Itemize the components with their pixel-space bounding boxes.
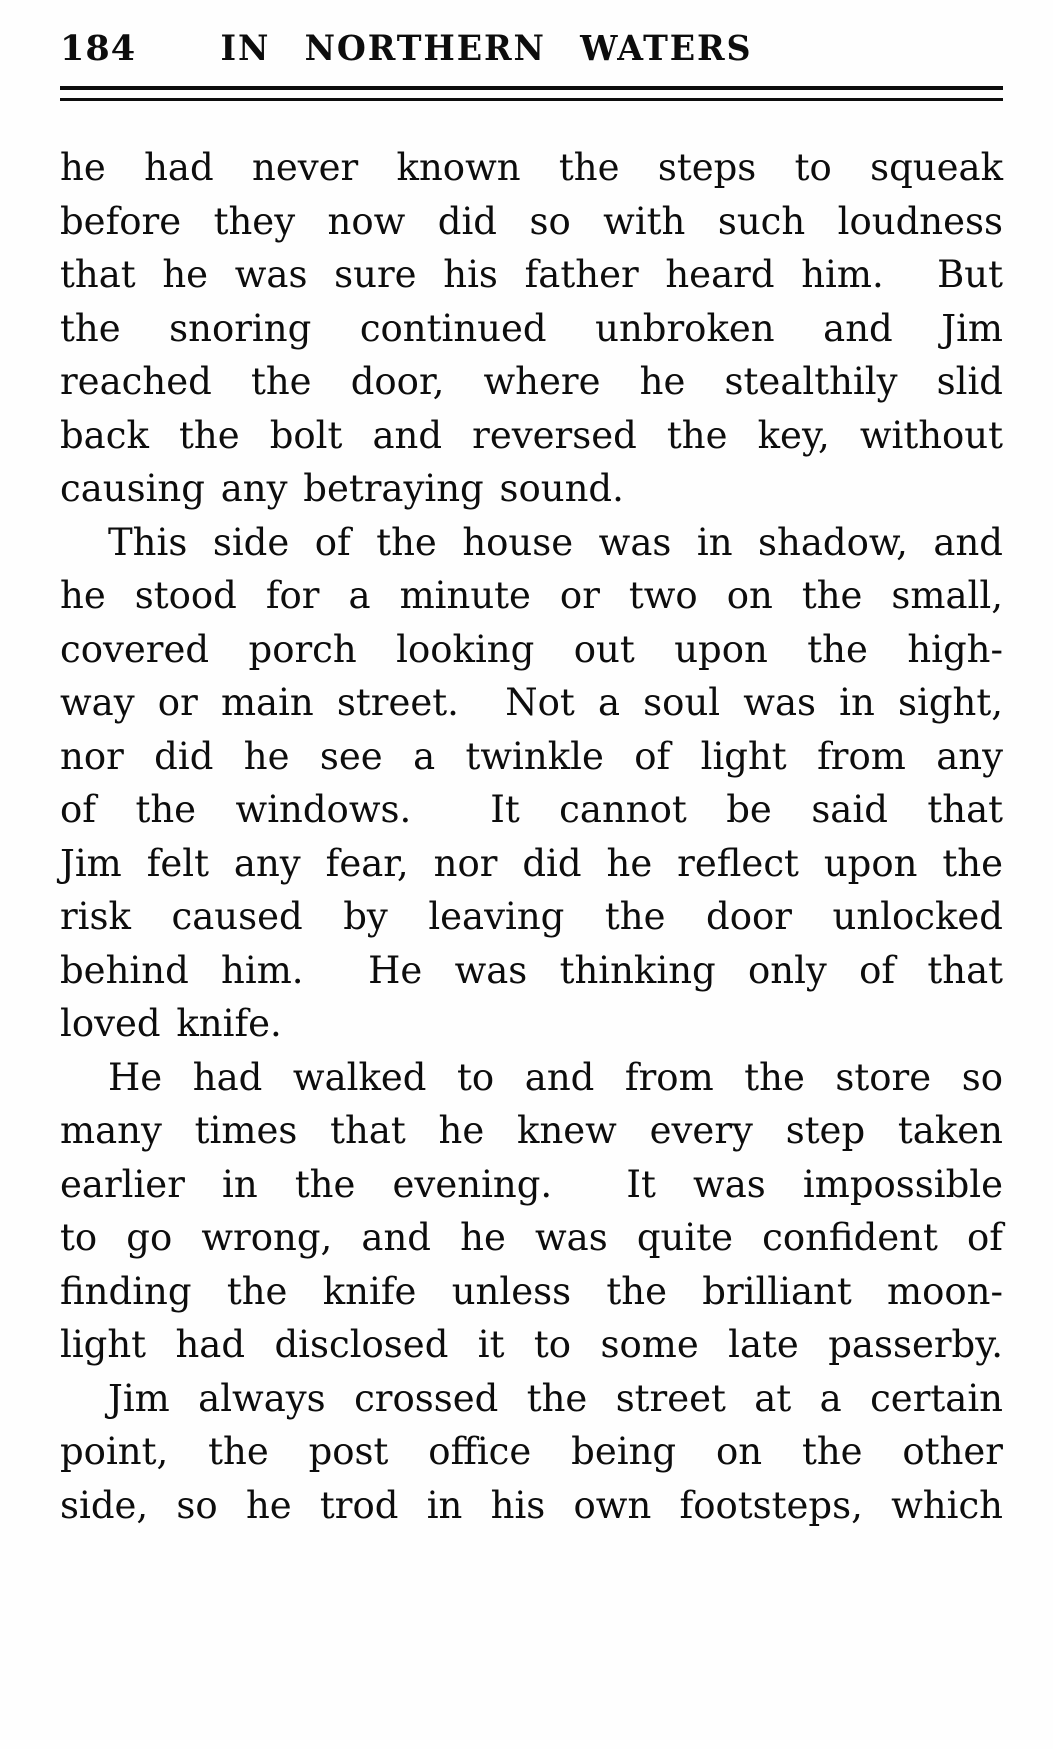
text-line: the snoring continued unbroken and Jim: [60, 306, 1003, 350]
text-line: way or main street. Not a soul was in sight,: [60, 681, 1003, 724]
body-text: [60, 141, 1003, 1532]
text-line: earlier in the evening. It was impossible: [60, 1162, 1003, 1206]
text-line: Jim felt any fear, nor did he reflect upon the: [60, 841, 1003, 885]
text-line: behind him. He was thinking only of that: [60, 948, 1003, 992]
text-line: many times that he knew every step taken: [60, 1109, 1003, 1152]
page-number: 184: [60, 28, 137, 69]
text-line: Jim always crossed the street at a certain: [108, 1376, 1003, 1420]
text-line: point, the post office being on the other: [60, 1430, 1003, 1473]
page-header: [60, 28, 1003, 72]
header-double-rule: [60, 86, 1003, 101]
text-line: nor did he see a twinkle of light from any: [60, 734, 1003, 778]
text-line: that he was sure his father heard him. But: [60, 253, 1003, 296]
text-line: loved knife.: [60, 1002, 282, 1045]
text-line: risk caused by leaving the door unlocked: [60, 895, 1003, 938]
text-line: he stood for a minute or two on the small,: [60, 574, 1003, 617]
text-line: side, so he trod in his own footsteps, which: [60, 1483, 1003, 1527]
text-line: covered porch looking out upon the high-: [60, 627, 1003, 671]
text-line: causing any betraying sound.: [60, 467, 624, 510]
text-line: He had walked to and from the store so: [108, 1055, 1003, 1099]
text-line: of the windows. It cannot be said that: [60, 788, 1003, 831]
text-line: finding the knife unless the brilliant moon-: [60, 1269, 1003, 1313]
text-line: before they now did so with such loudness: [60, 199, 1003, 243]
running-title: IN NORTHERN WATERS: [220, 28, 753, 69]
text-line: This side of the house was in shadow, and: [108, 520, 1003, 564]
text-line: back the bolt and reversed the key, without: [60, 413, 1003, 457]
text-line: he had never known the steps to squeak: [60, 146, 1003, 189]
text-line: reached the door, where he stealthily slid: [60, 360, 1003, 403]
text-line: light had disclosed it to some late passerby.: [60, 1323, 1003, 1366]
text-line: to go wrong, and he was quite confident of: [60, 1216, 1003, 1259]
